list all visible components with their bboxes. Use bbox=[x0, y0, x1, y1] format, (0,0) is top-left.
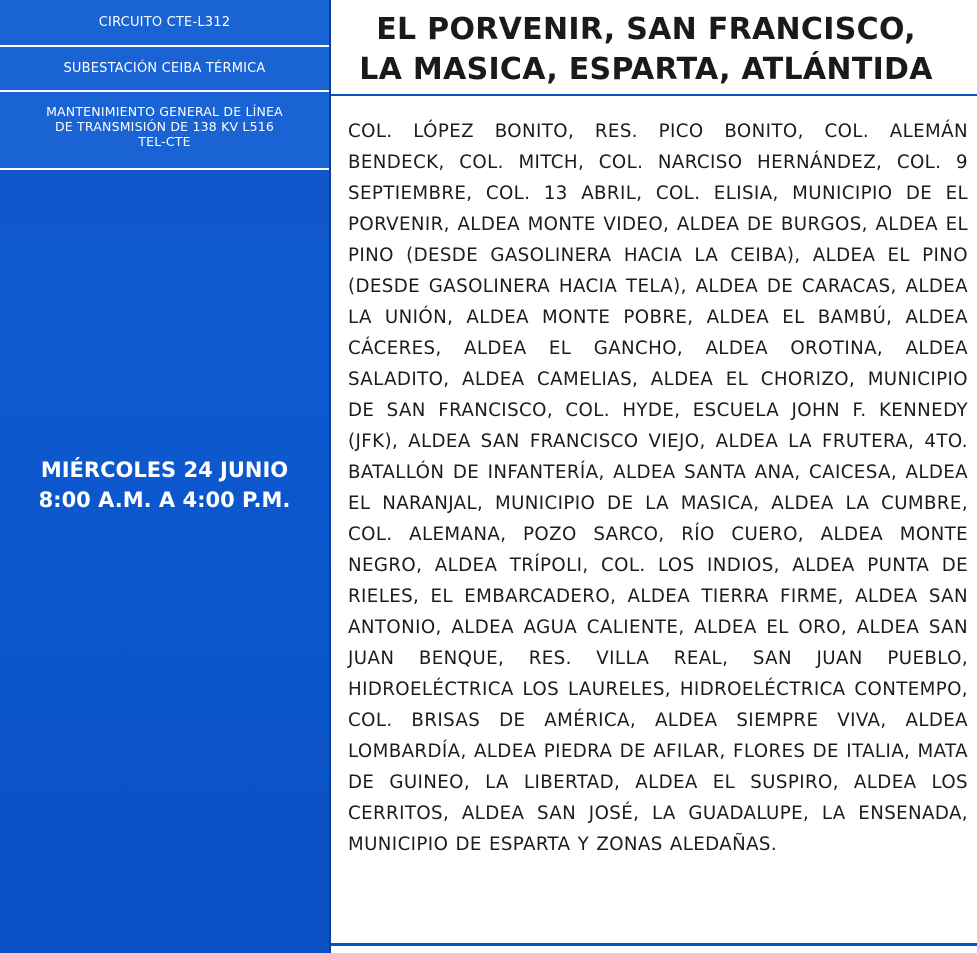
substation-text: SUBESTACIÓN CEIBA TÉRMICA bbox=[63, 61, 266, 76]
schedule-block bbox=[0, 455, 329, 515]
maintenance-description bbox=[0, 92, 329, 170]
schedule-date: MIÉRCOLES 24 JUNIO bbox=[40, 458, 289, 482]
maintenance-line-2: DE TRANSMISIÓN DE 138 KV L516 bbox=[54, 119, 275, 134]
page-title bbox=[331, 10, 961, 90]
left-info-panel bbox=[0, 0, 331, 953]
title-divider bbox=[331, 94, 977, 96]
maintenance-line-1: MANTENIMIENTO GENERAL DE LÍNEA bbox=[46, 104, 283, 119]
right-content-panel bbox=[331, 0, 977, 953]
substation-label bbox=[0, 47, 329, 92]
circuit-label bbox=[0, 0, 329, 47]
affected-areas-text: COL. LÓPEZ BONITO, RES. PICO BONITO, COL. ALEMÁN BENDECK, COL. MITCH, COL. NARCISO HERNÁNDEZ, COL. 9 SEPTIEMBRE, COL. 13 ABRIL, COL. ELISIA, MUNICIPIO DE EL PORVENIR, ALDEA MONTE VIDEO, ALDEA DE BURGOS, ALDEA EL PINO (DESDE GASOLINERA HACIA LA CEIBA), ALDEA EL PINO (DESDE GASOLINERA HACIA TELA), ALDEA DE CARACAS, ALDEA LA UNIÓN, ALDEA MONTE POBRE, ALDEA EL BAMBÚ, ALDEA CÁCERES, ALDEA EL GANCHO, ALDEA OROTINA, ALDEA SALADITO, ALDEA CAMELIAS, ALDEA EL CHORIZO, MUNICIPIO DE SAN FRANCISCO, COL. HYDE, ESCUELA JOHN F. KENNEDY (JFK), ALDEA SAN FRANCISCO VIEJO, ALDEA LA FRUTERA, 4TO. BATALLÓN DE INFANTERÍA, ALDEA SANTA ANA, CAICESA, ALDEA EL NARANJAL, MUNICIPIO DE LA MASICA, ALDEA LA CUMBRE, COL. ALEMANA, POZO SARCO, RÍO CUERO, ALDEA MONTE NEGRO, ALDEA TRÍPOLI, COL. LOS INDIOS, ALDEA PUNTA DE RIELES, EL EMBARCADERO, ALDEA TIERRA FIRME, ALDEA SAN ANTONIO, ALDEA AGUA CALIENTE, ALDEA EL ORO, ALDEA SAN JUAN BENQUE, RES. VILLA REAL, SAN JUAN PUEBLO, HIDROELÉCTRICA LOS LAURELES, HIDROELÉCTRICA CONTEMPO, COL. BRISAS DE AMÉRICA, ALDEA SIEMPRE VIVA, ALDEA LOMBARDÍA, ALDEA PIEDRA DE AFILAR, FLORES DE ITALIA, MATA DE GUINEO, LA LIBERTAD, ALDEA EL SUSPIRO, ALDEA LOS CERRITOS, ALDEA SAN JOSÉ, LA GUADALUPE, LA ENSENADA, MUNICIPIO DE ESPARTA Y ZONAS ALEDAÑAS. bbox=[348, 121, 968, 855]
title-line-2: LA MASICA, ESPARTA, ATLÁNTIDA bbox=[359, 52, 933, 87]
title-line-1: EL PORVENIR, SAN FRANCISCO, bbox=[376, 12, 916, 47]
circuit-text: CIRCUITO CTE-L312 bbox=[98, 15, 231, 30]
bottom-divider bbox=[331, 943, 977, 946]
schedule-time: 8:00 A.M. A 4:00 P.M. bbox=[38, 488, 291, 512]
maintenance-line-3: TEL-CTE bbox=[138, 134, 191, 149]
